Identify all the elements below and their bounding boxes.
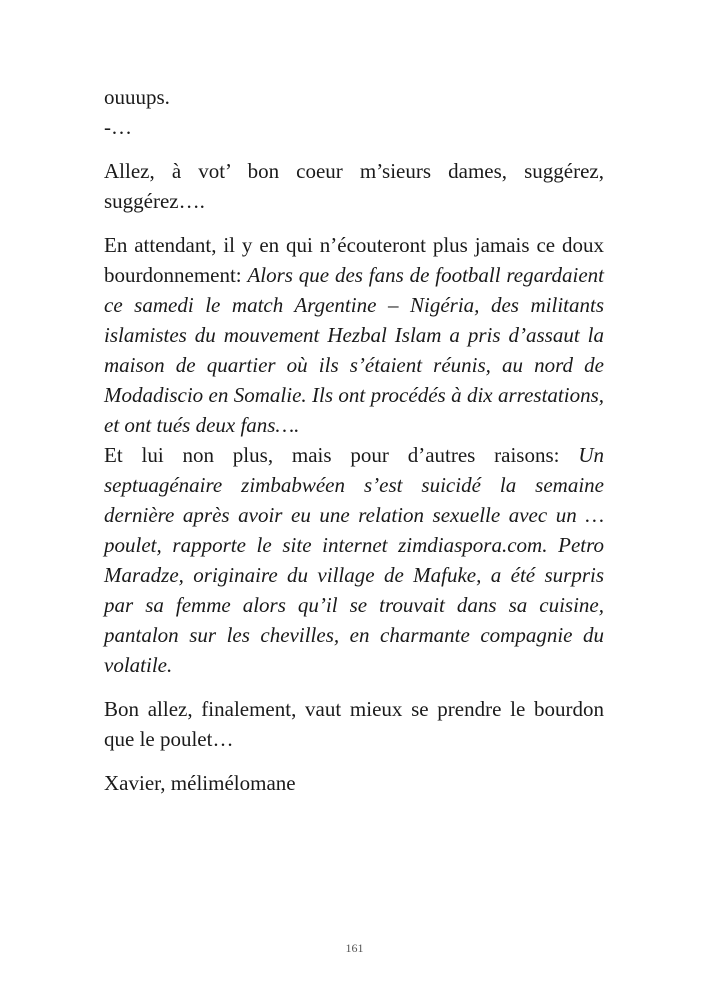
paragraph-bourdon: Bon allez, finalement, vaut mieux se prendre le bourdon que le poulet… — [104, 697, 604, 751]
signature: Xavier, mélimélomane — [104, 771, 296, 795]
line-ouuups: ouuups. — [104, 85, 170, 109]
paragraph-zimbabwe-quote: Un septuagénaire zimbabwéen s’est suicidé la semaine dernière après avoir eu une relation sexuelle avec un … poulet, rapporte le site internet zimdiaspora.com. Petro Maradze, originaire du village de Mafuke, a été surpris par sa femme alors qu’il se trouvait dans sa cuisine, pantalon sur les chevilles, en charmante compagnie du volatile. — [104, 443, 604, 677]
paragraph-somalie-quote: Alors que des fans de football regardaient ce samedi le match Argentine – Nigéria, des militants islamistes du mouvement Hezbal Islam a pris d’assaut la maison de quartier où ils s’étaient réunis, au nord de Modadiscio en Somalie. Ils ont procédés à dix arrestations, et ont tués deux fans…. — [104, 263, 604, 437]
paragraph-suggerez: Allez, à vot’ bon coeur m’sieurs dames, suggérez, suggérez…. — [104, 159, 604, 213]
page-number: 161 — [345, 941, 364, 955]
paragraph-zimbabwe-intro: Et lui non plus, mais pour d’autres raisons: — [104, 443, 579, 467]
paragraph-zimbabwe — [104, 440, 604, 680]
opening-lines — [104, 82, 604, 142]
line-ellipsis: -… — [104, 115, 132, 139]
paragraph-somalie — [104, 230, 604, 440]
page-body — [104, 82, 604, 812]
paragraph-somalie-intro: En attendant, il y en qui n’écouteront plus jamais ce doux bourdonnement: — [104, 233, 604, 287]
